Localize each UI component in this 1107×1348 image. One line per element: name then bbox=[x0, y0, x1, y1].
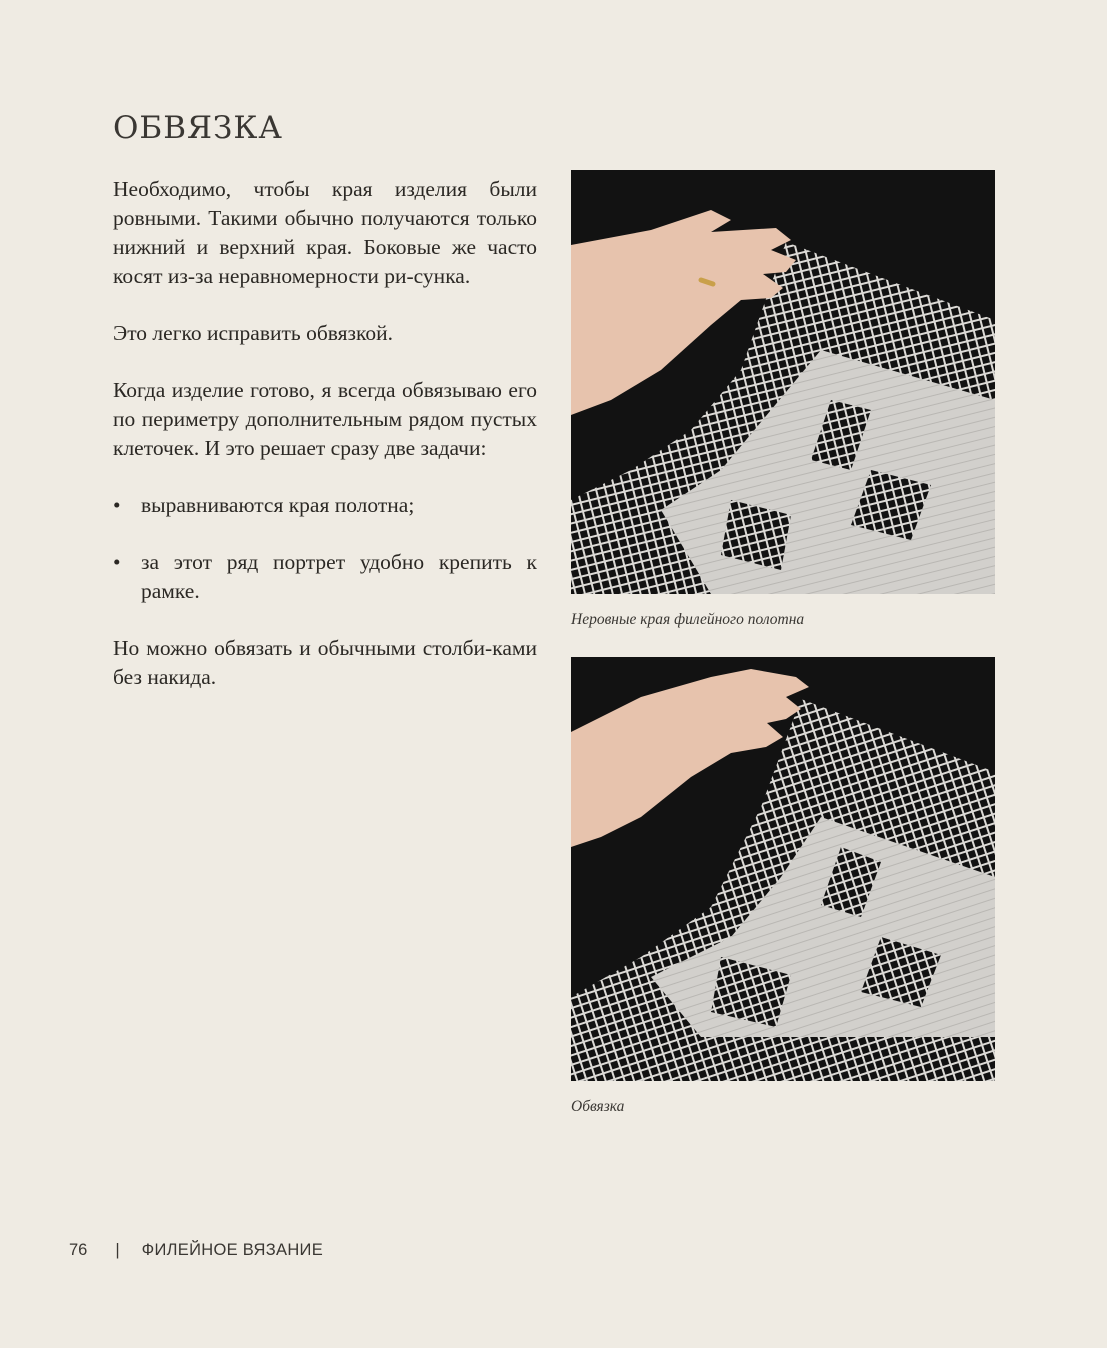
body-text bbox=[113, 175, 537, 720]
bullet-list bbox=[113, 491, 537, 606]
photo-bound-edges bbox=[571, 657, 995, 1081]
figure-caption: Неровные края филейного полотна bbox=[571, 611, 805, 628]
section-title: ФИЛЕЙНОЕ ВЯЗАНИЕ bbox=[141, 1241, 324, 1259]
paragraph: Но можно обвязать и обычными столби-ками без накида. bbox=[113, 636, 537, 689]
paragraph: Необходимо, чтобы края изделия были ровными. Такими обычно получаются только нижний и верхний края. Боковые же часто косят из-за неравномерности ри-сунка. bbox=[113, 177, 537, 288]
page-footer bbox=[69, 1241, 323, 1260]
paragraph: Это легко исправить обвязкой. bbox=[113, 321, 394, 345]
list-item: • за этот ряд портрет удобно крепить к рамке. bbox=[113, 548, 537, 606]
paragraph: Когда изделие готово, я всегда обвязываю его по периметру дополнительным рядом пустых клеточек. И это решает сразу две задачи: bbox=[113, 378, 537, 460]
footer-separator: | bbox=[115, 1241, 120, 1259]
page-title: ОБВЯЗКА bbox=[113, 110, 283, 146]
figure-caption: Обвязка bbox=[571, 1098, 625, 1115]
page-number: 76 bbox=[69, 1241, 88, 1259]
list-item: • выравниваются края полотна; bbox=[113, 491, 537, 520]
photo-uneven-edges bbox=[571, 170, 995, 594]
